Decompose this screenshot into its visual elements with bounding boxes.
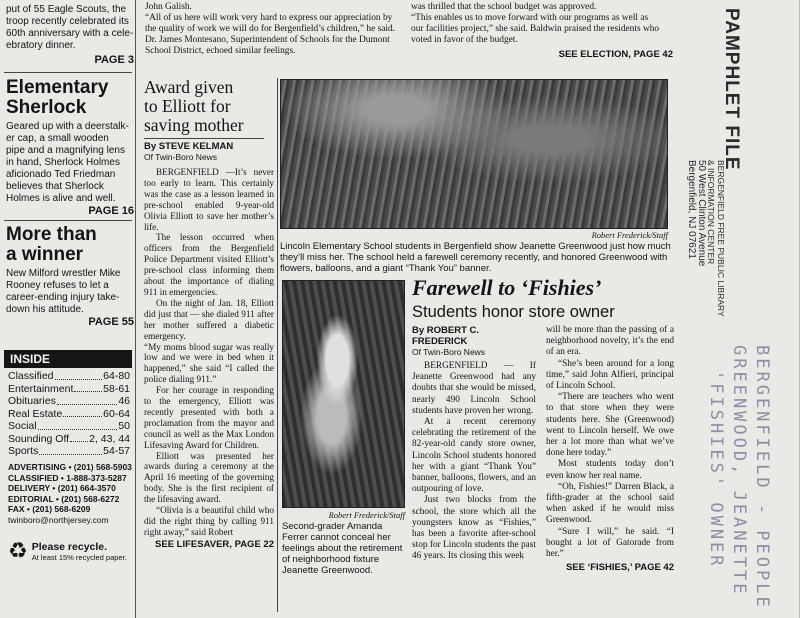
paragraph: Just two blocks from the school, the store which all the youngsters know as “Fishies,” has been a favorite after-school stop for Lincoln students the past 46 years. Its closing this week bbox=[412, 495, 536, 562]
continued-text-right bbox=[411, 2, 673, 60]
contact-line: EDITORIAL • (201) 568-6272 bbox=[8, 493, 120, 504]
handwritten-note: 'FISHIES' OWNER bbox=[706, 370, 726, 569]
photo-caption: Lincoln Elementary School students in Bergenfield show Jeanette Greenwood just how much they’ll miss her. The school held a farewell ceremony recently, and honored Greenwood with flowers, balloons, and a giant “Thank You” banner. bbox=[280, 241, 671, 274]
elliott-headline: Award given to Elliott for saving mother bbox=[144, 77, 244, 135]
recycle-notice bbox=[8, 540, 136, 562]
story-line: in hand, Sherlock Holmes bbox=[6, 156, 120, 168]
story-headline: More than bbox=[6, 224, 97, 245]
library-stamp bbox=[720, 8, 742, 171]
sidebar-top-teaser bbox=[6, 4, 134, 66]
contact-list bbox=[8, 462, 134, 525]
paragraph: “There are teachers who went to that store when they were students here. She (Greenwood) went to Lincoln herself. We owe her a lot more than what we’ve done here today.” bbox=[546, 392, 674, 459]
byline-org: Of Twin-Boro News bbox=[144, 152, 218, 162]
paragraph: Most students today don’t even know her real name. bbox=[546, 459, 674, 481]
index-row: Classified 64-80 bbox=[8, 370, 130, 382]
contact-line: CLASSIFIED • 1-888-373-5287 bbox=[8, 472, 127, 483]
sidebar-story-winner bbox=[6, 225, 134, 328]
sidebar bbox=[0, 0, 136, 618]
handwritten-note: BERGENFIELD - PEOPLE bbox=[752, 345, 772, 610]
teaser-line: put of 55 Eagle Scouts, the bbox=[6, 4, 127, 15]
story-line: pipe and a magnifying lens bbox=[6, 144, 125, 156]
byline-org: Of Twin-Boro News bbox=[412, 347, 486, 357]
paragraph: BERGENFIELD — If Jeanette Greenwood had any doubts that she would be missed, nearly 490 Lincoln School students have proven her wrong. bbox=[412, 361, 536, 416]
story-line: believes that Sherlock bbox=[6, 180, 104, 192]
paragraph: will be more than the passing of a neighborhood novelty, it’s the end of an era. bbox=[546, 325, 674, 358]
story-fishies bbox=[412, 276, 674, 322]
text-line: the quality of work we will do for Bergenfield’s children,” he said. bbox=[145, 24, 396, 34]
story-headline: Elementary bbox=[6, 77, 109, 98]
contact-line: FAX • (201) 568-6209 bbox=[8, 504, 91, 514]
story-line: aficionado Ted Friedman bbox=[6, 168, 116, 180]
continued-text-left bbox=[145, 2, 403, 57]
text-line: was thrilled that the school budget was approved. bbox=[411, 2, 597, 12]
story-line: Geared up with a deerstalk- bbox=[6, 120, 129, 132]
fishies-body-1 bbox=[412, 361, 536, 563]
photo-caption: Second-grader Amanda Ferrer cannot conceal her feelings about the retirement of neighborhood fixture Jeanette Greenwood. bbox=[282, 521, 403, 576]
email-line: twinboro@northjersey.com bbox=[8, 514, 109, 525]
paragraph: At a recent ceremony celebrating the retirement of the 82-year-old candy store owner, Lincoln School students honored her with a giant “Thank You” banner, balloons, flowers, and an outpouring of love. bbox=[412, 417, 536, 495]
text-line: Dr. James Montesano, Superintendent of Schools for the Dumont bbox=[145, 35, 390, 45]
fishies-col1 bbox=[412, 325, 536, 563]
fishies-body-2 bbox=[546, 325, 674, 560]
handwritten-note: GREENWOOD, JEANETTE bbox=[729, 345, 749, 597]
index-row: Sounding Off 2, 43, 44 bbox=[8, 432, 130, 445]
contact-line: ADVERTISING • (201) 568-5903 bbox=[8, 462, 132, 472]
story-line: Rooney refuses to let a bbox=[6, 279, 109, 291]
story-line: down his attitude. bbox=[6, 303, 84, 315]
text-line: voted in favor of the budget. bbox=[411, 35, 518, 45]
recycle-icon: ♻ bbox=[8, 538, 28, 563]
fishies-col2 bbox=[546, 325, 674, 573]
index-row: Social 50 bbox=[8, 420, 130, 432]
text-line: John Galish. bbox=[145, 2, 192, 12]
paragraph: “Oh, Fishies!” Darren Black, a fifth-grader at the school said when asked if he would miss Greenwood. bbox=[546, 481, 674, 526]
index-row: Obituaries 46 bbox=[8, 395, 130, 407]
jump-line: SEE ELECTION, PAGE 42 bbox=[558, 49, 673, 60]
photo-credit: Robert Frederick/Staff bbox=[328, 510, 405, 520]
index-row: Real Estate 60-64 bbox=[8, 407, 130, 420]
story-line: er cap, a small wooden bbox=[6, 132, 109, 144]
paragraph: “She’s been around for a long time,” said John Alfieri, principal of Lincoln School. bbox=[546, 358, 674, 392]
paragraph: On the night of Jan. 18, Elliott did just that — she dialed 911 after her mother suffered a diabetic emergency. bbox=[144, 297, 274, 341]
teaser-line: ebratory dinner. bbox=[6, 40, 76, 51]
teaser-line: troop recently celebrated its bbox=[6, 16, 129, 27]
amanda-photo bbox=[282, 280, 405, 508]
index-row: Entertainment 58-61 bbox=[8, 382, 130, 395]
page-reference: PAGE 55 bbox=[88, 315, 134, 328]
story-headline: a winner bbox=[6, 243, 84, 265]
recycle-title: Please recycle. bbox=[31, 540, 108, 553]
jump-line: SEE LIFESAVER, PAGE 22 bbox=[155, 538, 274, 550]
inside-index bbox=[4, 350, 132, 458]
contact-line: DELIVERY • (201) 664-3570 bbox=[8, 483, 116, 493]
text-line: “All of us here will work very hard to express our appreciation by bbox=[145, 13, 393, 23]
paragraph: “Olivia is a beautiful child who did the right thing by calling 911 right away,” said Robert bbox=[144, 505, 274, 537]
story-headline: Sherlock bbox=[6, 96, 87, 118]
library-address: BERGENFIELD FREE PUBLIC LIBRARY & INFORMATION CENTER 50 West Clinton Avenue Bergenfield, NJ 07621 bbox=[686, 160, 726, 317]
byline: By ROBERT C. FREDERICK bbox=[412, 325, 480, 347]
page-reference: PAGE 3 bbox=[94, 54, 134, 66]
text-line: “This enables us to move forward with our programs as well as bbox=[411, 13, 649, 23]
byline: By STEVE KELMAN bbox=[144, 141, 234, 152]
paragraph: The lesson occurred when officers from the Bergenfield Police Department visited Elliott’s pre-school class informing them about the importance of dialing 911 in emergencies. bbox=[144, 232, 274, 297]
text-line: our facilities project,” she said. Baldwin praised the residents who bbox=[411, 24, 660, 34]
story-line: Holmes is alive and well. bbox=[6, 192, 116, 204]
story-line: career-ending injury take- bbox=[6, 291, 120, 303]
fishies-subhead: Students honor store owner bbox=[412, 303, 615, 321]
inside-list bbox=[4, 368, 132, 458]
inside-title: INSIDE bbox=[4, 350, 132, 368]
fishies-headline: Farewell to ‘Fishies’ bbox=[412, 275, 602, 300]
story-elliott bbox=[144, 78, 274, 550]
paragraph: BERGENFIELD —It’s never too early to learn. This certainly was the case as a lesson learned in pre-school enabled 9-year-old Olivia Elliott to save her mother’s life. bbox=[144, 167, 274, 232]
story-line: New Milford wrestler Mike bbox=[6, 267, 121, 279]
paragraph: For her courage in responding to the emergency, Elliott was recently presented with both a proclamation from the mayor and council as well as the Max London Lifesaving Award for Children. bbox=[144, 385, 274, 450]
stamp-title: PAMPHLET FILE bbox=[721, 8, 742, 171]
page-reference: PAGE 16 bbox=[88, 204, 134, 217]
sidebar-story-sherlock bbox=[6, 78, 134, 217]
recycle-sub: At least 15% recycled paper. bbox=[31, 552, 127, 562]
photo-credit: Robert Frederick/Staff bbox=[591, 230, 668, 240]
elliott-body bbox=[144, 167, 274, 538]
index-row: Sports 54-57 bbox=[8, 445, 130, 457]
teaser-line: 60th anniversary with a cele- bbox=[6, 28, 134, 39]
paragraph: Elliott was presented her awards during a ceremony at the April 16 meeting of the governing body. She is the first recipient of the lifesaving award. bbox=[144, 450, 274, 505]
paragraph: “My moms blood sugar was really low and we were in bed when it happened,” she said “I called the police dialing 911.” bbox=[144, 341, 274, 385]
text-line: School District, echoed similar feelings. bbox=[145, 46, 296, 56]
jump-line: SEE ‘FISHIES,’ PAGE 42 bbox=[565, 562, 674, 574]
paragraph: “Sure I will,” he said. “I bought a lot of Gatorade from her.” bbox=[546, 526, 674, 560]
students-photo bbox=[280, 79, 668, 229]
